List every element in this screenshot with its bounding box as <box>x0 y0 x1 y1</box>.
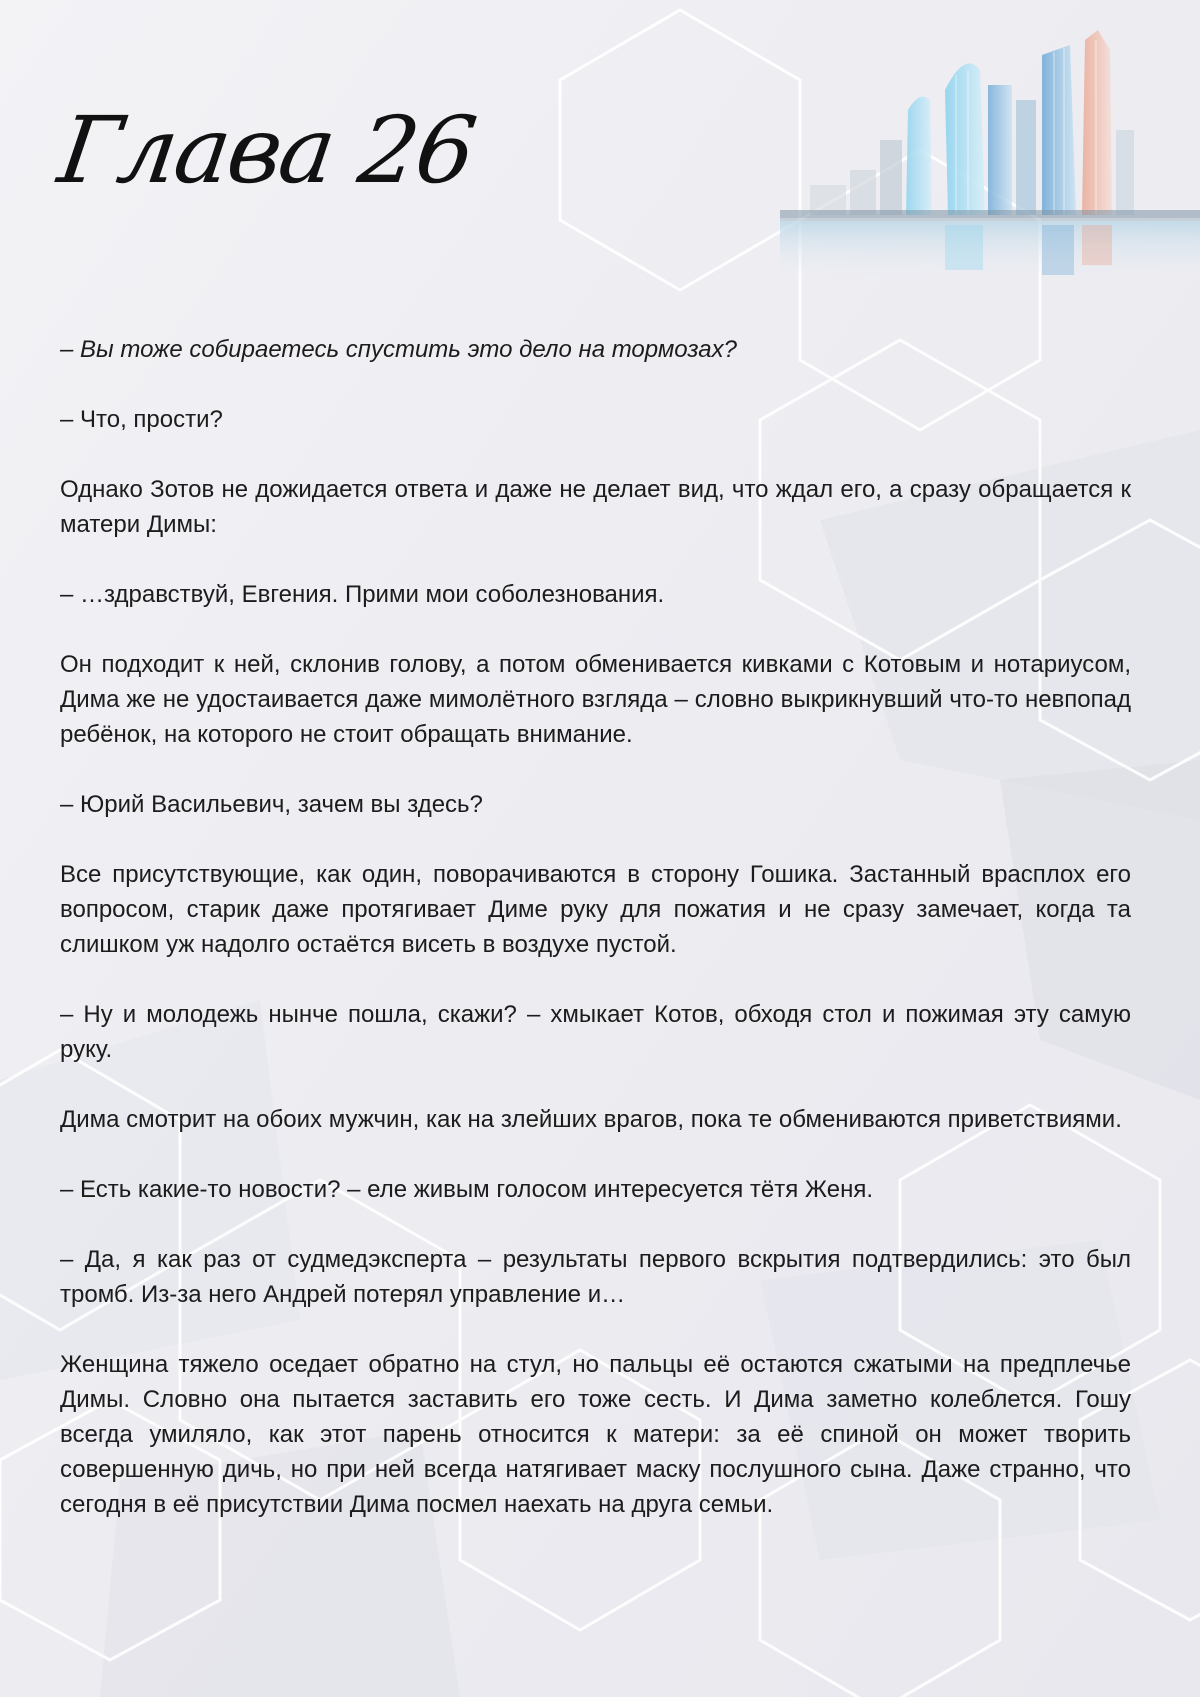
paragraph: Дима смотрит на обоих мужчин, как на злейших врагов, пока те обмениваются приветствиями. <box>60 1106 1122 1133</box>
paragraph: – Ну и молодежь нынче пошла, скажи? – хмыкает Котов, обходя стол и пожимая эту самую руку. <box>60 1001 1131 1063</box>
paragraph: – Вы тоже собираетесь спустить это дело на тормозах? <box>60 336 737 363</box>
paragraph: – Что, прости? <box>60 406 223 433</box>
paragraph: Однако Зотов не дожидается ответа и даже не делает вид, что ждал его, а сразу обращается к матери Димы: <box>60 476 1131 538</box>
paragraph: – Есть какие-то новости? – еле живым голосом интересуется тётя Женя. <box>60 1176 874 1203</box>
chapter-title: Глава 26 <box>52 97 481 204</box>
city-skyline-illustration <box>780 30 1200 280</box>
chapter-text <box>60 332 1131 1522</box>
paragraph: Все присутствующие, как один, поворачиваются в сторону Гошика. Застанный врасплох его вопросом, старик даже протягивает Диме руку для пожатия и не сразу замечает, когда та слишком уж надолго остаётся висеть в воздухе пустой. <box>60 861 1131 958</box>
paragraph: Он подходит к ней, склонив голову, а потом обменивается кивками с Котовым и нотариусом, Дима же не удостаивается даже мимолётного взгляда – словно выкрикнувший что-то невпопад ребёнок, на которого не стоит обращать внимание. <box>60 651 1131 748</box>
paragraph: – …здравствуй, Евгения. Прими мои соболезнования. <box>60 581 665 608</box>
paragraph: – Юрий Васильевич, зачем вы здесь? <box>60 791 483 818</box>
paragraph: – Да, я как раз от судмедэксперта – результаты первого вскрытия подтвердились: это был тромб. Из-за него Андрей потерял управление и… <box>60 1246 1131 1308</box>
paragraph: Женщина тяжело оседает обратно на стул, но пальцы её остаются сжатыми на предплечье Димы. Словно она пытается заставить его тоже сесть. И Дима заметно колеблется. Гошу всегда умиляло, как этот парень относится к матери: за её спиной он может творить совершенную дичь, но при ней всегда натягивает маску послушного сына. Даже странно, что сегодня в её присутствии Дима посмел наехать на друга семьи. <box>60 1351 1131 1518</box>
